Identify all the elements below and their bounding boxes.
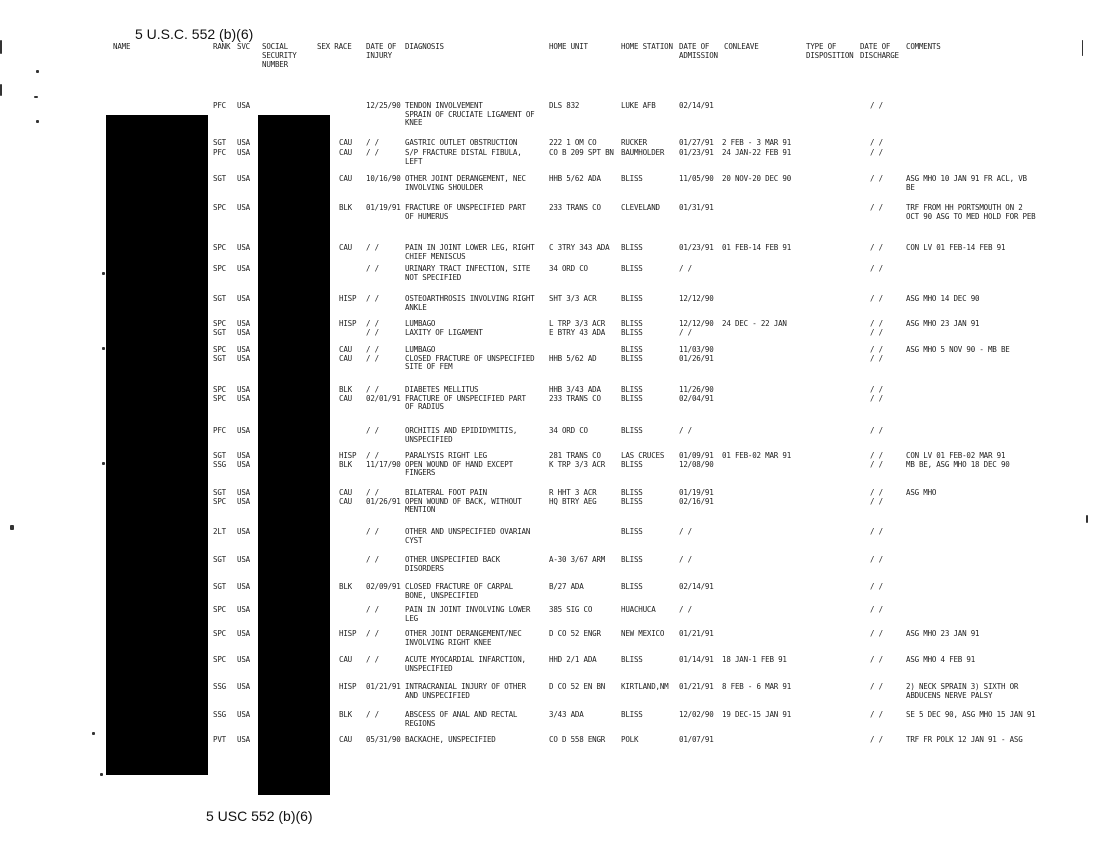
cell-date-of-injury: 05/31/90 (366, 736, 401, 744)
cell-rank: SPC SPC (213, 386, 226, 403)
cell-home-station: RUCKER (621, 139, 647, 147)
cell-comments: ASG MHO 14 DEC 90 (906, 295, 980, 303)
cell-diagnosis: OTHER JOINT DERANGEMENT/NEC INVOLVING RIGHT KNEE (405, 630, 522, 647)
cell-date-of-admission: 01/21/91 (679, 630, 714, 638)
cell-svc: USA USA (237, 489, 250, 506)
cell-home-unit: SHT 3/3 ACR (549, 295, 597, 303)
header-sex-race: SEX RACE (317, 42, 352, 51)
cell-home-station: LAS CRUCES BLISS (621, 452, 665, 469)
cell-diagnosis: PAIN IN JOINT INVOLVING LOWER LEG (405, 606, 531, 623)
cell-comments: CON LV 01 FEB-14 FEB 91 (906, 244, 1006, 252)
cell-svc: USA (237, 711, 250, 719)
cell-home-unit: A-30 3/67 ARM (549, 556, 606, 564)
cell-date-of-discharge: / / / / (870, 346, 883, 363)
cell-date-of-injury: / / (366, 427, 379, 435)
cell-date-of-injury: 12/25/90 (366, 102, 401, 110)
cell-date-of-discharge: / / (870, 711, 883, 719)
cell-svc: USA (237, 427, 250, 435)
cell-date-of-discharge: / / (870, 656, 883, 664)
cell-date-of-injury: / / (366, 711, 379, 719)
cell-date-of-admission: / / (679, 528, 692, 536)
cell-rank: SPC (213, 656, 226, 664)
cell-rank: SPC (213, 244, 226, 252)
cell-diagnosis: PAIN IN JOINT LOWER LEG, RIGHT CHIEF MENISCUS (405, 244, 535, 261)
cell-home-unit: D CO 52 ENGR (549, 630, 601, 638)
cell-svc: USA (237, 630, 250, 638)
cell-race: HISP (339, 295, 357, 303)
cell-home-station: KIRTLAND,NM (621, 683, 669, 691)
cell-home-station: BLISS (621, 583, 643, 591)
cell-race: CAU (339, 175, 352, 183)
cell-rank: SGT (213, 556, 226, 564)
cell-home-unit: CO D 558 ENGR (549, 736, 606, 744)
cell-svc: USA (237, 683, 250, 691)
cell-convleave: 01 FEB-14 FEB 91 (722, 244, 792, 252)
cell-diagnosis: INTRACRANIAL INJURY OF OTHER AND UNSPECIFIED (405, 683, 526, 700)
header-name: NAME (113, 42, 131, 51)
header-convleave: CONLEAVE (724, 42, 759, 51)
cell-diagnosis: OTHER AND UNSPECIFIED OVARIAN CYST (405, 528, 531, 545)
cell-home-station: BLISS BLISS (621, 489, 643, 506)
cell-home-station: BLISS BLISS (621, 346, 643, 363)
cell-race: HISP BLK (339, 452, 357, 469)
cell-date-of-discharge: / / (870, 683, 883, 691)
cell-race: HISP (339, 683, 357, 691)
cell-comments: 2) NECK SPRAIN 3) SIXTH OR ABDUCENS NERVE PALSY (906, 683, 1019, 700)
cell-svc: USA (237, 606, 250, 614)
cell-svc: USA (237, 265, 250, 273)
cell-diagnosis: OTHER UNSPECIFIED BACK DISORDERS (405, 556, 500, 573)
exemption-label-top: 5 U.S.C. 552 (b)(6) (135, 26, 254, 42)
cell-svc: USA (237, 556, 250, 564)
cell-race: HISP (339, 630, 357, 638)
cell-date-of-discharge: / / / / (870, 489, 883, 506)
cell-rank: SGT (213, 295, 226, 303)
cell-date-of-admission: 01/19/91 02/16/91 (679, 489, 714, 506)
cell-home-station: BAUMHOLDER (621, 149, 665, 157)
cell-date-of-discharge: / / (870, 295, 883, 303)
cell-race: CAU (339, 149, 352, 157)
cell-svc: USA (237, 244, 250, 252)
cell-date-of-discharge: / / (870, 102, 883, 110)
scan-mark (36, 70, 39, 73)
cell-home-unit: 233 TRANS CO (549, 204, 601, 212)
cell-date-of-injury: / / (366, 630, 379, 638)
cell-svc: USA (237, 583, 250, 591)
cell-rank: PFC (213, 102, 226, 110)
header-date-of-injury: DATE OF INJURY (366, 42, 397, 60)
cell-home-station: BLISS (621, 556, 643, 564)
cell-date-of-admission: 01/14/91 (679, 656, 714, 664)
cell-date-of-discharge: / / (870, 556, 883, 564)
cell-home-station: BLISS (621, 528, 643, 536)
cell-rank: SPC (213, 630, 226, 638)
cell-race: CAU (339, 656, 352, 664)
cell-home-unit: HHB 5/62 ADA (549, 175, 601, 183)
cell-rank: PFC (213, 149, 226, 157)
cell-svc: USA (237, 656, 250, 664)
cell-date-of-discharge: / / (870, 149, 883, 157)
cell-rank: SPC (213, 204, 226, 212)
scan-mark (102, 462, 105, 465)
cell-diagnosis: FRACTURE OF UNSPECIFIED PART OF HUMERUS (405, 204, 526, 221)
cell-comments: ASG MHO 23 JAN 91 (906, 320, 980, 328)
header-diagnosis: DIAGNOSIS (405, 42, 444, 51)
cell-diagnosis: ABSCESS OF ANAL AND RECTAL REGIONS (405, 711, 518, 728)
scan-mark (36, 120, 39, 123)
cell-date-of-admission: 02/14/91 (679, 583, 714, 591)
cell-svc: USA (237, 528, 250, 536)
cell-race: BLK CAU (339, 386, 352, 403)
cell-date-of-admission: / / (679, 427, 692, 435)
scan-mark (10, 525, 14, 530)
cell-date-of-admission: 11/03/90 01/26/91 (679, 346, 714, 363)
cell-rank: PFC (213, 427, 226, 435)
cell-diagnosis: S/P FRACTURE DISTAL FIBULA, LEFT (405, 149, 522, 166)
cell-date-of-admission: 01/23/91 (679, 244, 714, 252)
cell-date-of-discharge: / / (870, 244, 883, 252)
cell-date-of-discharge: / / / / (870, 320, 883, 337)
cell-rank: SGT (213, 139, 226, 147)
header-home-station: HOME STATION (621, 42, 673, 51)
cell-race: CAU CAU (339, 489, 352, 506)
cell-date-of-injury: 01/19/91 (366, 204, 401, 212)
header-home-unit: HOME UNIT (549, 42, 588, 51)
cell-race: CAU (339, 139, 352, 147)
cell-date-of-injury: 01/21/91 (366, 683, 401, 691)
cell-convleave: 2 FEB - 3 MAR 91 (722, 139, 792, 147)
cell-date-of-injury: / / (366, 656, 379, 664)
cell-svc: USA (237, 175, 250, 183)
cell-home-station: CLEVELAND (621, 204, 660, 212)
cell-date-of-injury: / / 11/17/90 (366, 452, 401, 469)
exemption-label-bottom: 5 USC 552 (b)(6) (206, 808, 313, 824)
header-ssn: SOCIAL SECURITY NUMBER (262, 42, 297, 69)
cell-home-unit: B/27 ADA (549, 583, 584, 591)
cell-date-of-discharge: / / (870, 204, 883, 212)
scan-mark (1082, 40, 1083, 56)
cell-rank: SGT SSG (213, 452, 226, 469)
cell-diagnosis: BACKACHE, UNSPECIFIED (405, 736, 496, 744)
cell-home-unit: HHB 3/43 ADA 233 TRANS CO (549, 386, 601, 403)
cell-home-station: BLISS (621, 656, 643, 664)
cell-comments: ASG MHO (906, 489, 937, 497)
cell-home-station: NEW MEXICO (621, 630, 665, 638)
cell-home-unit: DLS 832 (549, 102, 580, 110)
cell-home-unit: 34 ORD CO (549, 265, 588, 273)
cell-svc: USA (237, 295, 250, 303)
cell-diagnosis: URINARY TRACT INFECTION, SITE NOT SPECIFIED (405, 265, 531, 282)
cell-diagnosis: OTHER JOINT DERANGEMENT, NEC INVOLVING SHOULDER (405, 175, 526, 192)
cell-comments: TRF FR POLK 12 JAN 91 - ASG (906, 736, 1023, 744)
scan-mark (92, 732, 95, 735)
cell-date-of-injury: / / (366, 149, 379, 157)
cell-date-of-admission: 12/12/90 (679, 295, 714, 303)
cell-rank: SPC SGT (213, 320, 226, 337)
cell-date-of-injury: / / (366, 556, 379, 564)
header-svc: SVC (237, 42, 250, 51)
cell-home-station: BLISS (621, 175, 643, 183)
scan-mark (100, 773, 103, 776)
cell-date-of-injury: / / (366, 528, 379, 536)
cell-date-of-injury: / / (366, 295, 379, 303)
cell-rank: SSG (213, 683, 226, 691)
cell-comments: ASG MHO 5 NOV 90 - MB BE (906, 346, 1010, 354)
cell-diagnosis: LUMBAGO CLOSED FRACTURE OF UNSPECIFIED SITE OF FEM (405, 346, 535, 371)
cell-race: BLK (339, 583, 352, 591)
cell-comments: ASG MHO 23 JAN 91 (906, 630, 980, 638)
cell-date-of-discharge: / / / / (870, 452, 883, 469)
cell-race: CAU (339, 736, 352, 744)
header-type-of-disposition: TYPE OF DISPOSITION (806, 42, 854, 60)
cell-home-station: BLISS BLISS (621, 320, 643, 337)
cell-convleave: 18 JAN-1 FEB 91 (722, 656, 787, 664)
cell-comments: TRF FROM HH PORTSMOUTH ON 2 OCT 90 ASG TO MED HOLD FOR PEB (906, 204, 1036, 221)
cell-date-of-admission: / / (679, 556, 692, 564)
cell-diagnosis: ACUTE MYOCARDIAL INFARCTION, UNSPECIFIED (405, 656, 526, 673)
cell-convleave: 8 FEB - 6 MAR 91 (722, 683, 792, 691)
header-comments: COMMENTS (906, 42, 941, 51)
cell-diagnosis: ORCHITIS AND EPIDIDYMITIS, UNSPECIFIED (405, 427, 518, 444)
cell-date-of-admission: / / (679, 606, 692, 614)
cell-comments: ASG MHO 10 JAN 91 FR ACL, VB BE (906, 175, 1027, 192)
cell-rank: PVT (213, 736, 226, 744)
cell-svc: USA (237, 149, 250, 157)
cell-rank: SGT (213, 175, 226, 183)
cell-diagnosis: OSTEOARTHROSIS INVOLVING RIGHT ANKLE (405, 295, 535, 312)
cell-home-unit: HHB 5/62 AD (549, 353, 597, 363)
cell-date-of-discharge: / / / / (870, 386, 883, 403)
scan-mark (0, 84, 2, 96)
cell-home-station: BLISS (621, 711, 643, 719)
cell-date-of-injury: / / (366, 265, 379, 273)
cell-date-of-admission: 11/05/90 (679, 175, 714, 183)
cell-convleave: 20 NOV-20 DEC 90 (722, 175, 792, 183)
header-date-of-discharge: DATE OF DISCHARGE (860, 42, 899, 60)
cell-svc: USA USA (237, 320, 250, 337)
cell-date-of-discharge: / / (870, 606, 883, 614)
cell-home-unit: L TRP 3/3 ACR E BTRY 43 ADA (549, 320, 606, 337)
cell-rank: SSG (213, 711, 226, 719)
cell-date-of-admission: 12/12/90 / / (679, 320, 714, 337)
cell-date-of-admission: 01/07/91 (679, 736, 714, 744)
cell-home-unit: 3/43 ADA (549, 711, 584, 719)
cell-race: HISP (339, 320, 357, 328)
scan-mark (34, 96, 38, 98)
cell-home-unit: HHD 2/1 ADA (549, 656, 597, 664)
cell-date-of-admission: 02/14/91 (679, 102, 714, 110)
cell-race: CAU CAU (339, 346, 352, 363)
cell-home-station: BLISS (621, 244, 643, 252)
cell-date-of-admission: 01/09/91 12/08/90 (679, 452, 714, 469)
header-rank: RANK (213, 42, 231, 51)
cell-diagnosis: PARALYSIS RIGHT LEG OPEN WOUND OF HAND EXCEPT FINGERS (405, 452, 513, 477)
cell-date-of-discharge: / / (870, 736, 883, 744)
cell-home-unit: 34 ORD CO (549, 427, 588, 435)
cell-home-unit: 385 SIG CO (549, 606, 593, 614)
redaction-block-names (106, 115, 208, 775)
cell-home-unit: CO B 209 SPT BN (549, 149, 614, 157)
cell-home-station: HUACHUCA (621, 606, 656, 614)
cell-diagnosis: TENDON INVOLVEMENT SPRAIN OF CRUCIATE LIGAMENT OF KNEE (405, 102, 535, 127)
cell-svc: USA USA (237, 346, 250, 363)
cell-diagnosis: GASTRIC OUTLET OBSTRUCTION (405, 139, 518, 147)
cell-date-of-injury: / / 01/26/91 (366, 489, 401, 506)
cell-race: CAU (339, 244, 352, 252)
cell-race: BLK (339, 204, 352, 212)
cell-date-of-discharge: / / (870, 139, 883, 147)
cell-date-of-discharge: / / (870, 427, 883, 435)
cell-rank: SPC (213, 606, 226, 614)
cell-svc: USA (237, 736, 250, 744)
scan-mark (102, 272, 105, 275)
cell-date-of-admission: 01/31/91 (679, 204, 714, 212)
cell-home-station: BLISS (621, 295, 643, 303)
cell-diagnosis: DIABETES MELLITUS FRACTURE OF UNSPECIFIED PART OF RADIUS (405, 386, 526, 411)
cell-comments: ASG MHO 4 FEB 91 (906, 656, 976, 664)
cell-race: BLK (339, 711, 352, 719)
header-date-of-admission: DATE OF ADMISSION (679, 42, 718, 60)
cell-date-of-injury: / / (366, 606, 379, 614)
cell-rank: SGT (213, 583, 226, 591)
cell-date-of-admission: 01/21/91 (679, 683, 714, 691)
cell-comments: SE 5 DEC 90, ASG MHO 15 JAN 91 (906, 711, 1036, 719)
cell-date-of-admission: 01/27/91 (679, 139, 714, 147)
cell-home-station: BLISS BLISS (621, 386, 643, 403)
cell-convleave: 19 DEC-15 JAN 91 (722, 711, 792, 719)
cell-diagnosis: CLOSED FRACTURE OF CARPAL BONE, UNSPECIFIED (405, 583, 513, 600)
cell-date-of-injury: 02/09/91 (366, 583, 401, 591)
cell-home-station: BLISS (621, 427, 643, 435)
cell-date-of-injury: / / (366, 244, 379, 252)
cell-date-of-discharge: / / (870, 630, 883, 638)
cell-date-of-injury: 10/16/90 (366, 175, 401, 183)
cell-diagnosis: BILATERAL FOOT PAIN OPEN WOUND OF BACK, WITHOUT MENTION (405, 489, 522, 514)
cell-svc: USA (237, 139, 250, 147)
cell-date-of-discharge: / / (870, 583, 883, 591)
cell-date-of-injury: / / / / (366, 346, 379, 363)
cell-date-of-discharge: / / (870, 528, 883, 536)
cell-rank: SPC SGT (213, 346, 226, 363)
cell-date-of-admission: 11/26/90 02/04/91 (679, 386, 714, 403)
cell-comments: CON LV 01 FEB-02 MAR 91 MB BE, ASG MHO 18 DEC 90 (906, 452, 1010, 469)
cell-svc: USA USA (237, 452, 250, 469)
scan-mark (102, 347, 105, 350)
cell-home-station: POLK (621, 736, 639, 744)
cell-date-of-injury: / / (366, 139, 379, 147)
scan-mark (0, 40, 2, 54)
cell-home-unit: 222 1 OM CO (549, 139, 597, 147)
cell-diagnosis: LUMBAGO LAXITY OF LIGAMENT (405, 320, 483, 337)
cell-svc: USA USA (237, 386, 250, 403)
cell-home-unit: 281 TRANS CO K TRP 3/3 ACR (549, 452, 606, 469)
cell-convleave: 24 DEC - 22 JAN (722, 320, 787, 328)
redaction-block-ssn (258, 115, 330, 795)
cell-home-station: LUKE AFB (621, 102, 656, 110)
cell-svc: USA (237, 204, 250, 212)
cell-svc: USA (237, 102, 250, 110)
cell-rank: SPC (213, 265, 226, 273)
cell-rank: 2LT (213, 528, 226, 536)
cell-rank: SGT SPC (213, 489, 226, 506)
cell-date-of-admission: 12/02/90 (679, 711, 714, 719)
cell-home-unit: R HHT 3 ACR HQ BTRY AEG (549, 489, 597, 506)
cell-date-of-injury: / / 02/01/91 (366, 386, 401, 403)
cell-date-of-injury: / / / / (366, 320, 379, 337)
cell-home-unit: D CO 52 EN BN (549, 683, 606, 691)
cell-convleave: 01 FEB-02 MAR 91 (722, 452, 792, 460)
cell-date-of-admission: 01/23/91 (679, 149, 714, 157)
cell-convleave: 24 JAN-22 FEB 91 (722, 149, 792, 157)
cell-date-of-admission: / / (679, 265, 692, 273)
cell-home-station: BLISS (621, 265, 643, 273)
cell-date-of-discharge: / / (870, 265, 883, 273)
cell-home-unit: C 3TRY 343 ADA (549, 244, 610, 252)
cell-date-of-discharge: / / (870, 175, 883, 183)
scan-mark (1086, 515, 1088, 523)
